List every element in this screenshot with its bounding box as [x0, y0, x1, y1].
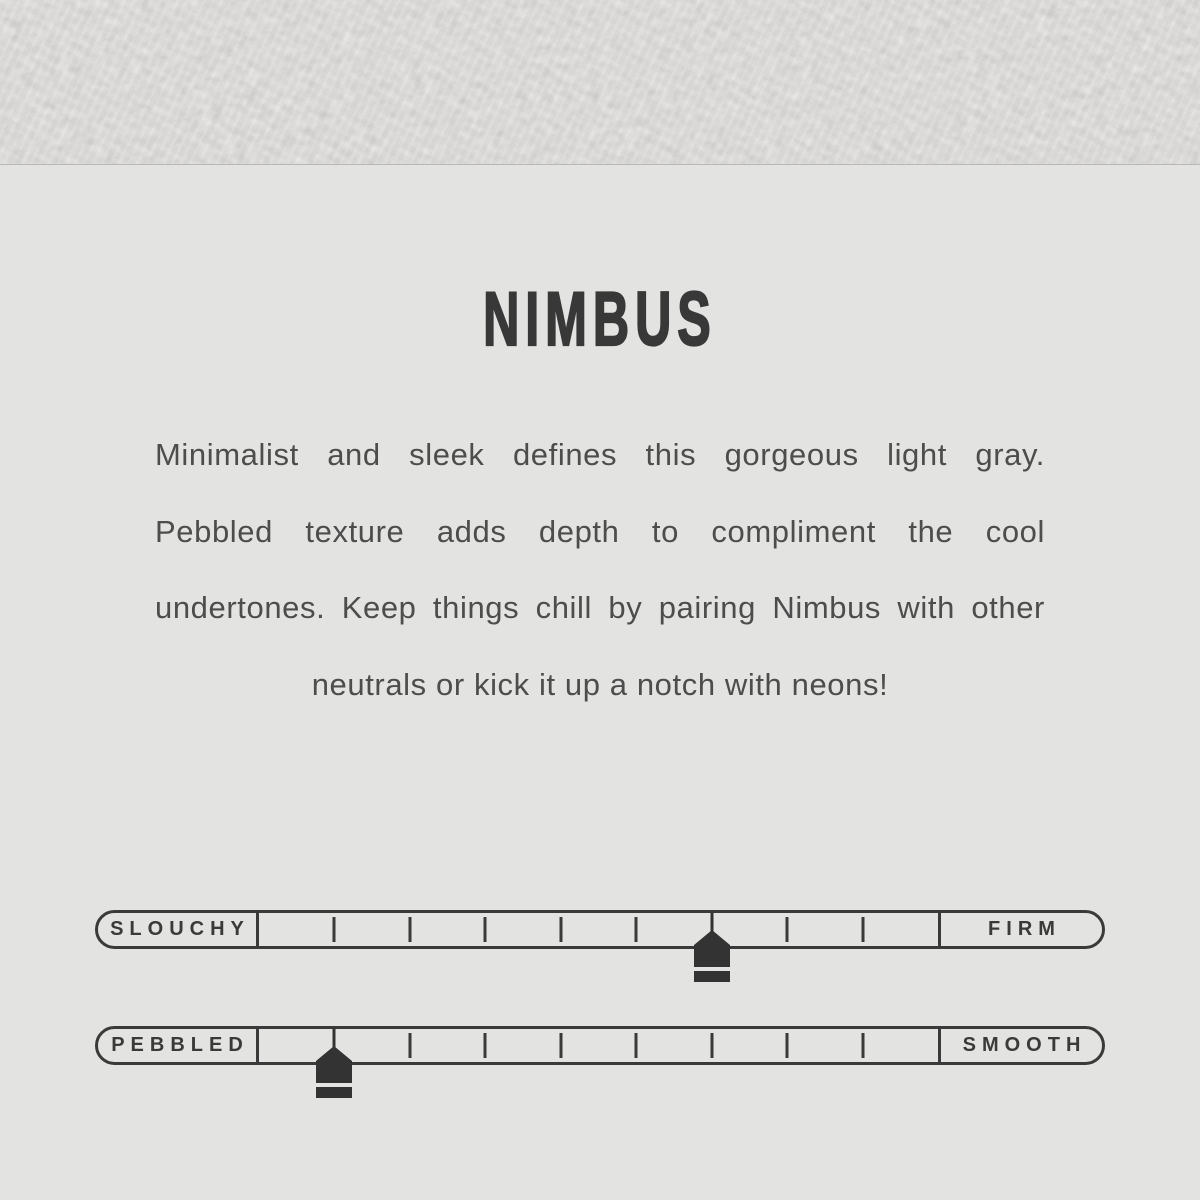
description-line: undertones. Keep things chill by pairing Nimbus with other — [155, 590, 1045, 625]
scale-tick — [861, 1033, 864, 1058]
scale-marker-icon — [314, 1029, 354, 1099]
scale-track — [259, 1029, 938, 1062]
scale-tick — [333, 917, 336, 942]
scale-tick — [559, 1033, 562, 1058]
scale-tick — [484, 1033, 487, 1058]
scale-right-label: SMOOTH — [938, 1029, 1102, 1062]
description-line: neutrals or kick it up a notch with neons! — [311, 666, 889, 702]
scale-right-label: FIRM — [938, 913, 1102, 946]
leather-texture-banner — [0, 0, 1200, 165]
scale-track — [259, 913, 938, 946]
scale-tick — [408, 1033, 411, 1058]
description-line: Minimalist and sleek defines this gorgeous light gray. — [155, 437, 1045, 472]
pebbled-smooth-scale — [95, 1026, 1105, 1065]
product-description — [155, 417, 1045, 723]
scale-tick — [786, 917, 789, 942]
scale-tick — [484, 917, 487, 942]
scale-tick — [710, 1033, 713, 1058]
description-line: Pebbled texture adds depth to compliment the cool — [155, 513, 1045, 549]
scale-tick — [559, 917, 562, 942]
scale-tick — [635, 1033, 638, 1058]
scale-tick — [861, 917, 864, 942]
product-color-name-text: NIMBUS — [483, 277, 717, 362]
product-color-name — [0, 277, 1200, 362]
scale-left-label: SLOUCHY — [98, 913, 259, 946]
scale-tick — [635, 917, 638, 942]
scale-tick — [786, 1033, 789, 1058]
scale-marker-icon — [692, 913, 732, 983]
scale-tick — [408, 917, 411, 942]
scale-left-label: PEBBLED — [98, 1029, 259, 1062]
slouchy-firm-scale — [95, 910, 1105, 949]
